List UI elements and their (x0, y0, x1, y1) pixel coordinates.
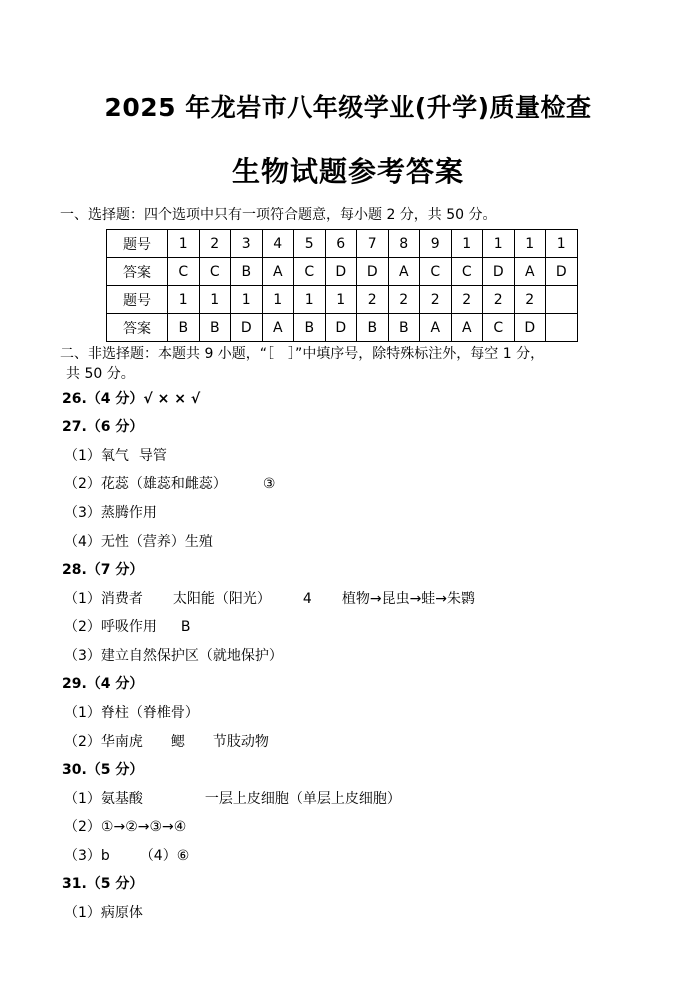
answer-text: 花蕊（雄蕊和雌蕊） (100, 476, 227, 492)
document-subtitle: 生物试题参考答案 (231, 155, 464, 188)
table-cell: 5 (294, 230, 326, 258)
answer-text: 华南虎 (100, 734, 143, 750)
item-number: （1） (64, 591, 101, 607)
q28-label: 28.（7 分） (62, 562, 144, 578)
table-cell: D (357, 258, 389, 286)
table-row-header: 题号 (107, 230, 168, 258)
table-cell: C (483, 314, 515, 342)
table-cell: B (294, 314, 326, 342)
q29-item-1 (64, 704, 199, 722)
answer-text: 一层上皮细胞（单层上皮细胞） (204, 791, 401, 807)
q26-label: 26.（4 分） (62, 391, 144, 407)
table-cell: C (420, 258, 452, 286)
item-number: （3） (64, 848, 101, 864)
q26-line (62, 390, 200, 408)
table-cell: 8 (388, 230, 420, 258)
table-cell: 2 (199, 230, 231, 258)
table-cell: 2 (388, 286, 420, 314)
table-cell: 2 (451, 286, 483, 314)
answer-text: 太阳能（阳光） (172, 591, 271, 607)
item-number: （1） (64, 448, 101, 464)
table-cell: 2 (357, 286, 389, 314)
table-cell: A (388, 258, 420, 286)
item-number: （4） (64, 534, 101, 550)
table-cell: D (325, 258, 357, 286)
table-cell: D (231, 314, 263, 342)
table-cell: D (546, 258, 578, 286)
table-cell (546, 286, 578, 314)
q30-label: 30.（5 分） (62, 762, 144, 778)
table-cell: 1 (262, 286, 294, 314)
q27-item-3 (64, 504, 157, 522)
table-cell: 1 (514, 230, 546, 258)
q30-item-1 (64, 790, 401, 808)
table-cell: D (514, 314, 546, 342)
q29-label: 29.（4 分） (62, 676, 144, 692)
table-row (107, 258, 578, 286)
q30-item-2 (64, 818, 186, 836)
item-number: （1） (64, 905, 101, 921)
table-row-header: 题号 (107, 286, 168, 314)
q27-item-2 (64, 475, 275, 493)
table-cell: A (420, 314, 452, 342)
answer-table (106, 229, 578, 342)
table-cell: 1 (168, 286, 200, 314)
item-number: （2） (64, 734, 101, 750)
table-row (107, 314, 578, 342)
table-cell: A (262, 314, 294, 342)
table-cell: B (388, 314, 420, 342)
answer-text: B (180, 619, 191, 635)
q30-item-3 (64, 847, 189, 865)
section1-heading: 一、选择题：四个选项中只有一项符合题意，每小题 2 分，共 50 分。 (60, 207, 497, 223)
table-cell: 1 (231, 286, 263, 314)
answer-text: 4 (302, 591, 312, 607)
table-cell: 1 (546, 230, 578, 258)
item-number: （1） (64, 705, 101, 721)
table-cell: B (231, 258, 263, 286)
q28-item-2 (64, 618, 191, 636)
item-number: （3） (64, 505, 101, 521)
answer-text: 蒸腾作用 (100, 505, 157, 521)
answer-text: 氧气 (100, 448, 129, 464)
q27-item-4 (64, 533, 213, 551)
item-number: （3） (64, 648, 101, 664)
q26-answer: √ × × √ (143, 391, 201, 407)
answer-text: 消费者 (100, 591, 143, 607)
answer-text: ③ (262, 476, 276, 492)
answer-text: 导管 (138, 448, 167, 464)
answer-text: 鳃 (170, 734, 185, 750)
answer-text: 植物→昆虫→蛙→朱鹮 (341, 591, 476, 607)
table-cell: C (294, 258, 326, 286)
q29-item-2 (64, 733, 269, 751)
answer-text: b (100, 848, 110, 864)
table-cell: C (168, 258, 200, 286)
table-cell: C (199, 258, 231, 286)
document-title: 2025 年龙岩市八年级学业(升学)质量检查 (104, 93, 592, 122)
table-cell: 1 (483, 230, 515, 258)
answer-text: 脊柱（脊椎骨） (100, 705, 199, 721)
table-cell: 2 (483, 286, 515, 314)
q28-item-3 (64, 647, 283, 665)
table-cell: D (325, 314, 357, 342)
section2-heading-line1: 二、非选择题：本题共 9 小题，“［ ］”中填序号，除特殊标注外，每空 1 分， (60, 346, 545, 362)
table-cell: 1 (451, 230, 483, 258)
table-cell: 2 (514, 286, 546, 314)
table-cell: A (451, 314, 483, 342)
item-number: （2） (64, 819, 101, 835)
table-cell: 4 (262, 230, 294, 258)
table-cell: A (262, 258, 294, 286)
q31-label: 31.（5 分） (62, 876, 144, 892)
table-cell: 1 (168, 230, 200, 258)
answer-text: 节肢动物 (212, 734, 269, 750)
answer-text: 无性（营养）生殖 (100, 534, 213, 550)
table-cell: C (451, 258, 483, 286)
q31-item-1 (64, 904, 143, 922)
answer-text: ①→②→③→④ (100, 819, 187, 835)
table-cell: D (483, 258, 515, 286)
table-cell: 1 (294, 286, 326, 314)
table-row (107, 286, 578, 314)
table-cell: B (357, 314, 389, 342)
answer-text: 建立自然保护区（就地保护） (100, 648, 283, 664)
answer-text: 氨基酸 (100, 791, 143, 807)
table-row-header: 答案 (107, 258, 168, 286)
table-row-header: 答案 (107, 314, 168, 342)
item-number: （2） (64, 476, 101, 492)
answer-text: 病原体 (100, 905, 143, 921)
table-cell: 1 (325, 286, 357, 314)
answer-text: 呼吸作用 (100, 619, 157, 635)
table-cell: B (199, 314, 231, 342)
table-row (107, 230, 578, 258)
table-cell: 6 (325, 230, 357, 258)
table-cell: 3 (231, 230, 263, 258)
q27-item-1 (64, 447, 167, 465)
item-number: （2） (64, 619, 101, 635)
table-cell: B (168, 314, 200, 342)
table-cell: 9 (420, 230, 452, 258)
table-cell: 7 (357, 230, 389, 258)
table-cell: 1 (199, 286, 231, 314)
item-number: （1） (64, 791, 101, 807)
table-cell: A (514, 258, 546, 286)
table-cell (546, 314, 578, 342)
section2-heading-line2: 共 50 分。 (66, 366, 135, 382)
table-cell: 2 (420, 286, 452, 314)
q28-item-1 (64, 590, 475, 608)
q27-label: 27.（6 分） (62, 419, 144, 435)
answer-text: （4）⑥ (139, 848, 190, 864)
